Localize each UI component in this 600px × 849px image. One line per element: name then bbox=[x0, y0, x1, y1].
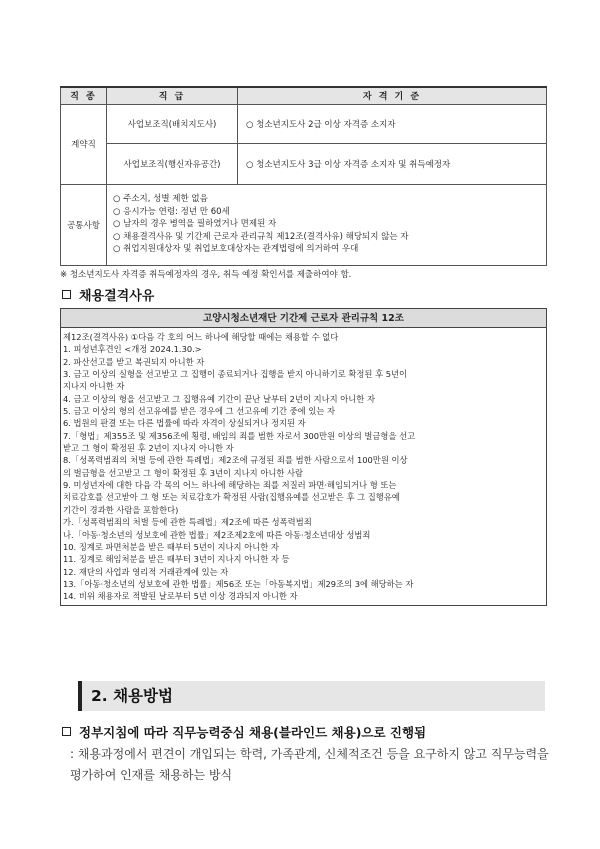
list-item: ○ 응시가능 연령: 정년 만 60세 bbox=[113, 206, 230, 217]
qualification-table-header bbox=[61, 87, 547, 104]
rule-line: 1. 피성년후견인 <개정 2024.1.30.> bbox=[63, 344, 202, 355]
table-row bbox=[61, 143, 547, 184]
certificate-note: ※ 청소년지도사 자격증 취득예정자의 경우, 취득 예정 확인서를 제출하여야 함. bbox=[60, 270, 352, 280]
rule-line: 가.「성폭력범죄의 처벌 등에 관한 특례법」제2조에 따른 성폭력범죄 bbox=[63, 517, 312, 528]
rule-line: 3. 금고 이상의 실형을 선고받고 그 집행이 종료되거나 집행을 받지 아니하기로 확정된 후 5년이 bbox=[63, 369, 408, 380]
qualification-cell: ○ 청소년지도사 3급 이상 자격증 소지자 및 취득예정자 bbox=[238, 143, 547, 184]
rule-line: 지나지 아니한 자 bbox=[63, 381, 125, 392]
rule-line: 치료감호를 선고받아 그 형 또는 치료감호가 확정된 사람(집행유예를 선고받은 후 그 집행유예 bbox=[63, 492, 400, 503]
rule-line: 7.「형법」제355조 및 제356조에 횡령, 배임의 죄를 범한 자로서 300만원 이상의 벌금형을 선고 bbox=[63, 430, 416, 441]
header-job-title: 직 급 bbox=[107, 87, 238, 104]
contract-type-cell: 계약직 bbox=[61, 104, 107, 184]
blind-hiring-description: : 채용과정에서 편견이 개입되는 학력, 가족관계, 신체적조건 등을 요구하지 않고 직무능력을 평가하여 인재를 채용하는 방식 bbox=[70, 747, 549, 782]
list-item: ○ 취업지원대상자 및 취업보호대상자는 관계법령에 의거하여 우대 bbox=[113, 244, 359, 255]
rule-line: 8.「성폭력범죄의 처벌 등에 관한 특례법」제2조에 규정된 죄를 범한 사람으로서 100만원 이상 bbox=[63, 455, 408, 466]
rule-line: 5. 금고 이상의 형의 선고유예를 받은 경우에 그 선고유예 기간 중에 있는 자 bbox=[63, 406, 335, 417]
rule-line: 나.「아동·청소년의 성보호에 관한 법률」제2조제2호에 따른 아동·청소년대상 성범죄 bbox=[63, 529, 371, 540]
blind-hiring-heading bbox=[62, 723, 426, 741]
qualification-cell: ○ 청소년지도사 2급 이상 자격증 소지자 bbox=[238, 104, 547, 143]
checkbox-square-icon bbox=[62, 290, 71, 299]
list-item: ○ 주소지, 성별 제한 없음 bbox=[113, 194, 208, 205]
disqualification-rules bbox=[61, 328, 546, 605]
blind-hiring-heading-text: 정부지침에 따라 직무능력중심 채용(블라인드 채용)으로 진행됨 bbox=[79, 725, 427, 740]
job-title-cell: 사업보조직(행신자유공간) bbox=[107, 143, 238, 184]
list-item: ○ 채용결격사유 및 기간제 근로자 관리규칙 제12조(결격사유) 해당되지 않는 자 bbox=[113, 231, 409, 242]
rule-line: 13.「아동·청소년의 성보호에 관한 법률」제56조 또는「아동복지법」제29조의 3에 해당하는 자 bbox=[63, 578, 414, 589]
header-qualification: 자 격 기 준 bbox=[238, 87, 547, 104]
common-items-cell bbox=[107, 184, 547, 265]
checkbox-square-icon bbox=[62, 727, 71, 736]
rule-line: 6. 법원의 판결 또는 다른 법률에 따라 자격이 상실되거나 정지된 자 bbox=[63, 418, 306, 429]
rule-line: 10. 징계로 파면처분을 받은 때부터 5년이 지나지 아니한 자 bbox=[63, 541, 279, 552]
disqualification-box-title: 고양시청소년재단 기간제 근로자 관리규칙 12조 bbox=[61, 309, 546, 328]
disqualification-heading-text: 채용결격사유 bbox=[79, 289, 155, 304]
rule-line: 기간이 경과한 사람을 포함한다) bbox=[63, 504, 179, 515]
rule-line: 2. 파산선고를 받고 복권되지 아니한 자 bbox=[63, 356, 205, 367]
rule-line: 의 벌금형을 선고받고 그 형이 확정된 후 3년이 지나지 아니한 사람 bbox=[63, 467, 304, 478]
table-row bbox=[61, 104, 547, 143]
rule-line: 4. 금고 이상의 형을 선고받고 그 집행유예 기간이 끝난 날부터 2년이 지나지 아니한 자 bbox=[63, 393, 375, 404]
rule-line: 12. 재단의 사업과 영리적 거래관계에 있는 자 bbox=[63, 566, 229, 577]
qualification-table bbox=[60, 86, 547, 266]
table-row bbox=[61, 184, 547, 265]
rule-line: 11. 징계로 해임처분을 받은 때부터 3년이 지나지 아니한 자 등 bbox=[63, 554, 290, 565]
header-job-type: 직 종 bbox=[61, 87, 107, 104]
section-title-hiring-method: 2. 채용방법 bbox=[78, 681, 545, 711]
rule-line: 받고 그 형이 확정된 후 2년이 지나지 아니한 자 bbox=[63, 443, 234, 454]
rule-line: 제12조(결격사유) ①다음 각 호의 어느 하나에 해당할 때에는 채용할 수 없다 bbox=[63, 332, 339, 342]
rule-line: 14. 비위 채용자로 적발된 날로부터 5년 이상 경과되지 아니한 자 bbox=[63, 591, 298, 602]
common-label-cell: 공통사항 bbox=[61, 184, 107, 265]
disqualification-heading bbox=[62, 285, 154, 304]
disqualification-box bbox=[60, 308, 547, 606]
rule-line: 9. 미성년자에 대한 다음 각 목의 어느 하나에 해당하는 죄를 저질러 파면·해임되거나 형 또는 bbox=[63, 480, 397, 491]
job-title-cell: 사업보조직(배치지도사) bbox=[107, 104, 238, 143]
list-item: ○ 남자의 경우 병역을 필하였거나 면제된 자 bbox=[113, 219, 277, 230]
